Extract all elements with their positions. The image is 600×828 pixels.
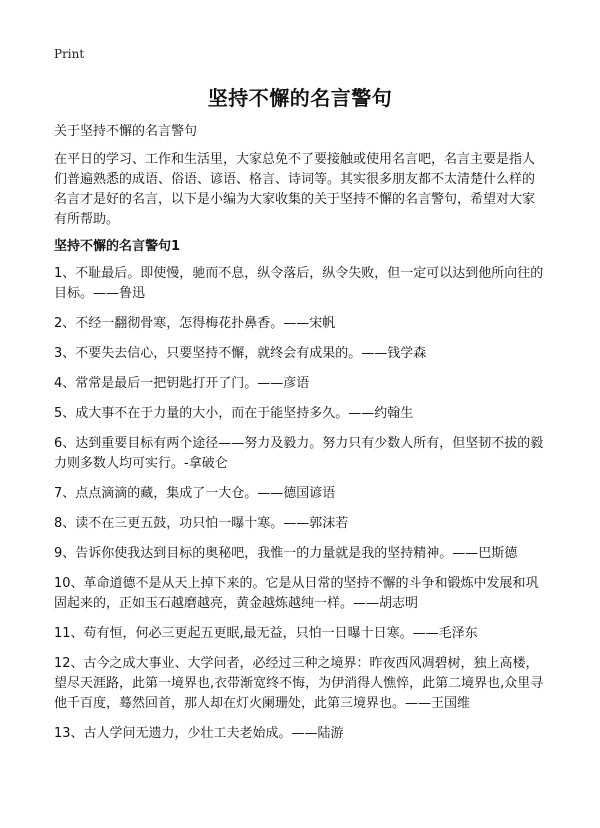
quote-item: 5、成大事不在于力量的大小，而在于能坚持多久。——约翰生	[54, 406, 414, 421]
page-title: 坚持不懈的名言警句	[207, 86, 393, 110]
quote-list	[54, 264, 550, 754]
section-heading: 坚持不懈的名言警句1	[54, 239, 181, 254]
quote-item: 9、告诉你使我达到目标的奥秘吧，我惟一的力量就是我的坚持精神。——巴斯德	[54, 546, 518, 561]
quote-item: 7、点点滴滴的藏，集成了一大仓。——德国谚语	[54, 486, 336, 501]
quote-item: 12、古今之成大事业、大学问者，必经过三种之境界：昨夜西风凋碧树，独上高楼，望尽天涯路，此第一境界也,衣带渐宽终不悔，为伊消得人憔悴，此第二境界也,众里寻他千百度，蓦然回首，那人却在灯火阑珊处，此第三境界也。——王国维	[54, 656, 544, 711]
subtitle: 关于坚持不懈的名言警句	[54, 124, 198, 139]
quote-item: 4、常常是最后一把钥匙打开了门。——彦语	[54, 376, 310, 391]
quote-item: 3、不要失去信心，只要坚持不懈，就终会有成果的。——钱学森	[54, 346, 427, 361]
quote-item: 6、达到重要目标有两个途径——努力及毅力。努力只有少数人所有，但坚韧不拔的毅力则多数人均可实行。-拿破仑	[54, 436, 544, 471]
quote-item: 2、不经一翻彻骨寒，怎得梅花扑鼻香。——宋帆	[54, 316, 336, 331]
quote-item: 10、革命道德不是从天上掉下来的。它是从日常的坚持不懈的斗争和锻炼中发展和巩固起来的，正如玉石越磨越亮，黄金越炼越纯一样。——胡志明	[54, 576, 539, 611]
quote-item: 13、古人学问无遗力，少壮工夫老始成。——陆游	[54, 726, 344, 741]
quote-item: 1、不耻最后。即使慢，驰而不息，纵令落后，纵令失败，但一定可以达到他所向往的目标。——鲁迅	[54, 266, 544, 301]
print-link[interactable]: Print	[54, 47, 85, 61]
quote-item: 8、读不在三更五鼓，功只怕一曝十寒。——郭沫若	[54, 516, 349, 531]
intro-paragraph: 在平日的学习、工作和生活里，大家总免不了要接触或使用名言吧，名言主要是指人们普遍熟悉的成语、俗语、谚语、格言、诗词等。其实很多朋友都不太清楚什么样的名言才是好的名言，以下是小编为大家收集的关于坚持不懈的名言警句，希望对大家有所帮助。	[54, 152, 536, 227]
quote-item: 11、苟有恒，何必三更起五更眠,最无益，只怕一日曝十日寒。——毛泽东	[54, 626, 478, 641]
